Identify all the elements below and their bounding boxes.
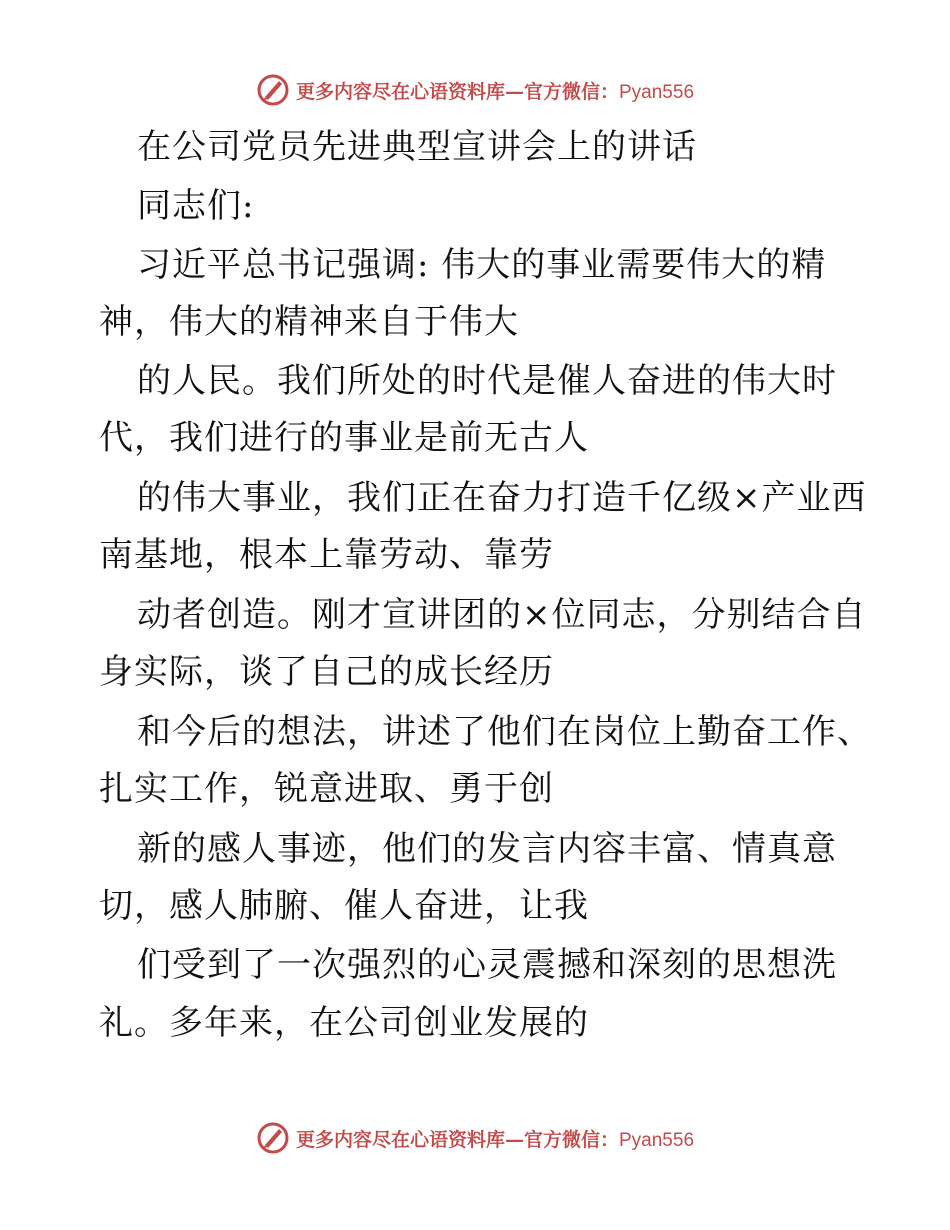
- body-line: 神，伟大的精神来自于伟大: [99, 302, 519, 342]
- body-line: 的人民。我们所处的时代是催人奋进的伟大时: [137, 361, 837, 401]
- watermark-logo-icon: [256, 1121, 290, 1155]
- body-line: 习近平总书记强调: 伟大的事业需要伟大的精: [137, 245, 827, 285]
- watermark-logo-icon: [256, 73, 290, 107]
- greeting: 同志们:: [137, 186, 255, 226]
- body-line: 的伟大事业，我们正在奋力打造千亿级×产业西: [137, 478, 867, 518]
- watermark-id: Pyan556: [619, 81, 695, 103]
- body-line: 们受到了一次强烈的心灵震撼和深刻的思想洗: [137, 945, 837, 985]
- watermark-text: 更多内容尽在心语资料库—官方微信：: [295, 1128, 619, 1151]
- body-line: 新的感人事迹，他们的发言内容丰富、情真意: [137, 829, 837, 869]
- watermark-id: Pyan556: [619, 1129, 695, 1151]
- body-line: 和今后的想法，讲述了他们在岗位上勤奋工作、: [137, 712, 872, 752]
- body-line: 身实际，谈了自己的成长经历: [99, 652, 554, 692]
- body-line: 礼。多年来，在公司创业发展的: [99, 1003, 589, 1043]
- body-line: 动者创造。刚才宣讲团的×位同志，分别结合自: [137, 595, 867, 635]
- watermark-text: 更多内容尽在心语资料库—官方微信：: [295, 80, 619, 103]
- body-line: 南基地，根本上靠劳动、靠劳: [99, 535, 554, 575]
- body-line: 切，感人肺腑、催人奋进，让我: [99, 886, 589, 926]
- body-line: 代，我们进行的事业是前无古人: [99, 418, 589, 458]
- document-title: 在公司党员先进典型宣讲会上的讲话: [137, 127, 697, 167]
- body-line: 扎实工作，锐意进取、勇于创: [99, 769, 554, 809]
- footer-watermark: [0, 1118, 950, 1158]
- header-watermark: [0, 70, 950, 110]
